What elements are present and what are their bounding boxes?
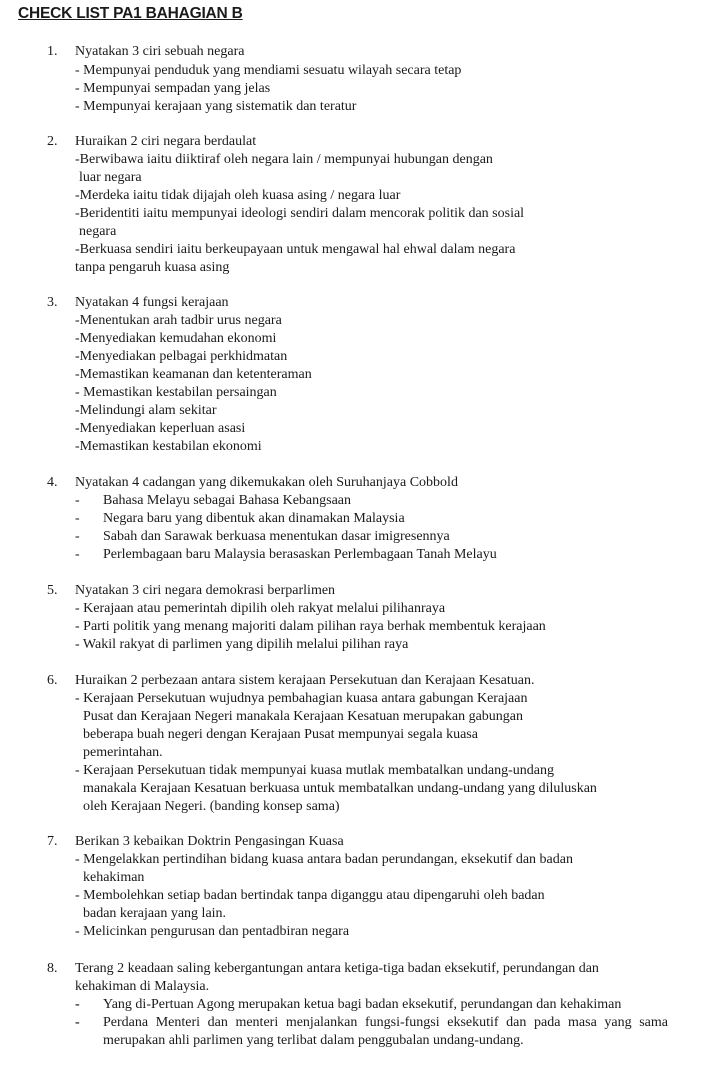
question-number: 5. bbox=[47, 583, 58, 598]
question-text: Nyatakan 4 cadangan yang dikemukakan oleh Suruhanjaya Cobbold bbox=[75, 475, 458, 490]
answer-line: oleh Kerajaan Negeri. (banding konsep sama) bbox=[83, 799, 340, 814]
dash-marker: - bbox=[75, 511, 80, 526]
answer-line: -Menentukan arah tadbir urus negara bbox=[75, 313, 282, 328]
answer-line: - Kerajaan Persekutuan wujudnya pembahagian kuasa antara gabungan Kerajaan bbox=[75, 691, 528, 706]
question-text: Huraikan 2 ciri negara berdaulat bbox=[75, 134, 257, 149]
answer-line: luar negara bbox=[79, 170, 142, 185]
bullet-item bbox=[75, 1014, 668, 1050]
answer-line: - Membolehkan setiap badan bertindak tanpa diganggu atau dipengaruhi oleh badan bbox=[75, 888, 545, 903]
question-text: Huraikan 2 perbezaan antara sistem kerajaan Persekutuan dan Kerajaan Kesatuan. bbox=[75, 673, 535, 688]
bullet-text: Perdana Menteri dan menteri menjalankan fungsi-fungsi eksekutif dan pada masa yang sama merupakan ahli parlimen yang terlibat dalam penggubalan undang-undang. bbox=[103, 1015, 668, 1048]
question-text: Nyatakan 3 ciri sebuah negara bbox=[75, 44, 245, 59]
bullet-text: Bahasa Melayu sebagai Bahasa Kebangsaan bbox=[103, 493, 352, 508]
answer-line: -Merdeka iaitu tidak dijajah oleh kuasa asing / negara luar bbox=[75, 188, 401, 203]
answer-line: - Mempunyai kerajaan yang sistematik dan teratur bbox=[75, 99, 357, 114]
question-number: 8. bbox=[47, 961, 58, 976]
answer-line: pemerintahan. bbox=[83, 745, 163, 760]
answer-line: - Mengelakkan pertindihan bidang kuasa antara badan perundangan, eksekutif dan badan bbox=[75, 852, 573, 867]
dash-marker: - bbox=[75, 997, 80, 1012]
answer-line: manakala Kerajaan Kesatuan berkuasa untuk membatalkan undang-undang yang diluluskan bbox=[83, 781, 597, 796]
question-text-continued: kehakiman di Malaysia. bbox=[75, 979, 210, 994]
answer-list bbox=[75, 151, 524, 277]
answer-line: -Menyediakan kemudahan ekonomi bbox=[75, 331, 277, 346]
answer-line: kehakiman bbox=[83, 870, 145, 885]
page-title: CHECK LIST PA1 BAHAGIAN B bbox=[18, 5, 243, 22]
answer-line: - Mempunyai penduduk yang mendiami sesuatu wilayah secara tetap bbox=[75, 63, 462, 78]
answer-line: -Memastikan keamanan dan ketenteraman bbox=[75, 367, 312, 382]
answer-line: - Melicinkan pengurusan dan pentadbiran negara bbox=[75, 924, 350, 939]
bullet-text: Perlembagaan baru Malaysia berasaskan Perlembagaan Tanah Melayu bbox=[103, 547, 497, 562]
answer-line: badan kerajaan yang lain. bbox=[83, 906, 227, 921]
question-text: Nyatakan 3 ciri negara demokrasi berparlimen bbox=[75, 583, 336, 598]
bullet-text: Yang di-Pertuan Agong merupakan ketua bagi badan eksekutif, perundangan dan kehakiman bbox=[103, 997, 622, 1012]
bullet-item bbox=[75, 996, 668, 1014]
answer-line: - Kerajaan Persekutuan tidak mempunyai kuasa mutlak membatalkan undang-undang bbox=[75, 763, 554, 778]
dash-marker: - bbox=[75, 529, 80, 544]
question-number: 7. bbox=[47, 834, 58, 849]
answer-line: -Menyediakan pelbagai perkhidmatan bbox=[75, 349, 288, 364]
question-number: 2. bbox=[47, 134, 58, 149]
answer-line: Pusat dan Kerajaan Negeri manakala Kerajaan Kesatuan merupakan gabungan bbox=[83, 709, 524, 724]
answer-line: - Memastikan kestabilan persaingan bbox=[75, 385, 277, 400]
answer-line: tanpa pengaruh kuasa asing bbox=[75, 260, 230, 275]
answer-line: - Parti politik yang menang majoriti dalam pilihan raya berhak membentuk kerajaan bbox=[75, 619, 546, 634]
dash-marker: - bbox=[75, 493, 80, 508]
answer-list bbox=[75, 312, 312, 456]
bullet-text: Negara baru yang dibentuk akan dinamakan Malaysia bbox=[103, 511, 405, 526]
answer-line: -Memastikan kestabilan ekonomi bbox=[75, 439, 262, 454]
question-number: 3. bbox=[47, 295, 58, 310]
question-number: 6. bbox=[47, 673, 58, 688]
question-number: 4. bbox=[47, 475, 58, 490]
answer-list bbox=[75, 600, 546, 654]
bullet-list bbox=[75, 996, 668, 1050]
question-text: Berikan 3 kebaikan Doktrin Pengasingan Kuasa bbox=[75, 834, 344, 849]
answer-list bbox=[75, 690, 597, 816]
answer-line: - Wakil rakyat di parlimen yang dipilih melalui pilihan raya bbox=[75, 637, 409, 652]
answer-line: -Berkuasa sendiri iaitu berkeupayaan untuk mengawal hal ehwal dalam negara bbox=[75, 242, 516, 257]
bullet-text: Sabah dan Sarawak berkuasa menentukan dasar imigresennya bbox=[103, 529, 450, 544]
answer-line: beberapa buah negeri dengan Kerajaan Pusat mempunyai segala kuasa bbox=[83, 727, 478, 742]
dash-marker: - bbox=[75, 547, 80, 562]
answer-line: -Melindungi alam sekitar bbox=[75, 403, 217, 418]
answer-line: - Mempunyai sempadan yang jelas bbox=[75, 81, 271, 96]
question-number: 1. bbox=[47, 44, 58, 59]
answer-line: -Menyediakan keperluan asasi bbox=[75, 421, 246, 436]
question-text: Terang 2 keadaan saling kebergantungan antara ketiga-tiga badan eksekutif, perundangan dan bbox=[75, 961, 599, 976]
answer-line: -Beridentiti iaitu mempunyai ideologi sendiri dalam mencorak politik dan sosial bbox=[75, 206, 525, 221]
question-text: Nyatakan 4 fungsi kerajaan bbox=[75, 295, 229, 310]
answer-line: - Kerajaan atau pemerintah dipilih oleh rakyat melalui pilihanraya bbox=[75, 601, 446, 616]
dash-marker: - bbox=[75, 1015, 80, 1030]
answer-line: -Berwibawa iaitu diiktiraf oleh negara lain / mempunyai hubungan dengan bbox=[75, 152, 493, 167]
answer-list bbox=[75, 851, 573, 941]
answer-list bbox=[75, 62, 461, 116]
answer-line: negara bbox=[79, 224, 117, 239]
